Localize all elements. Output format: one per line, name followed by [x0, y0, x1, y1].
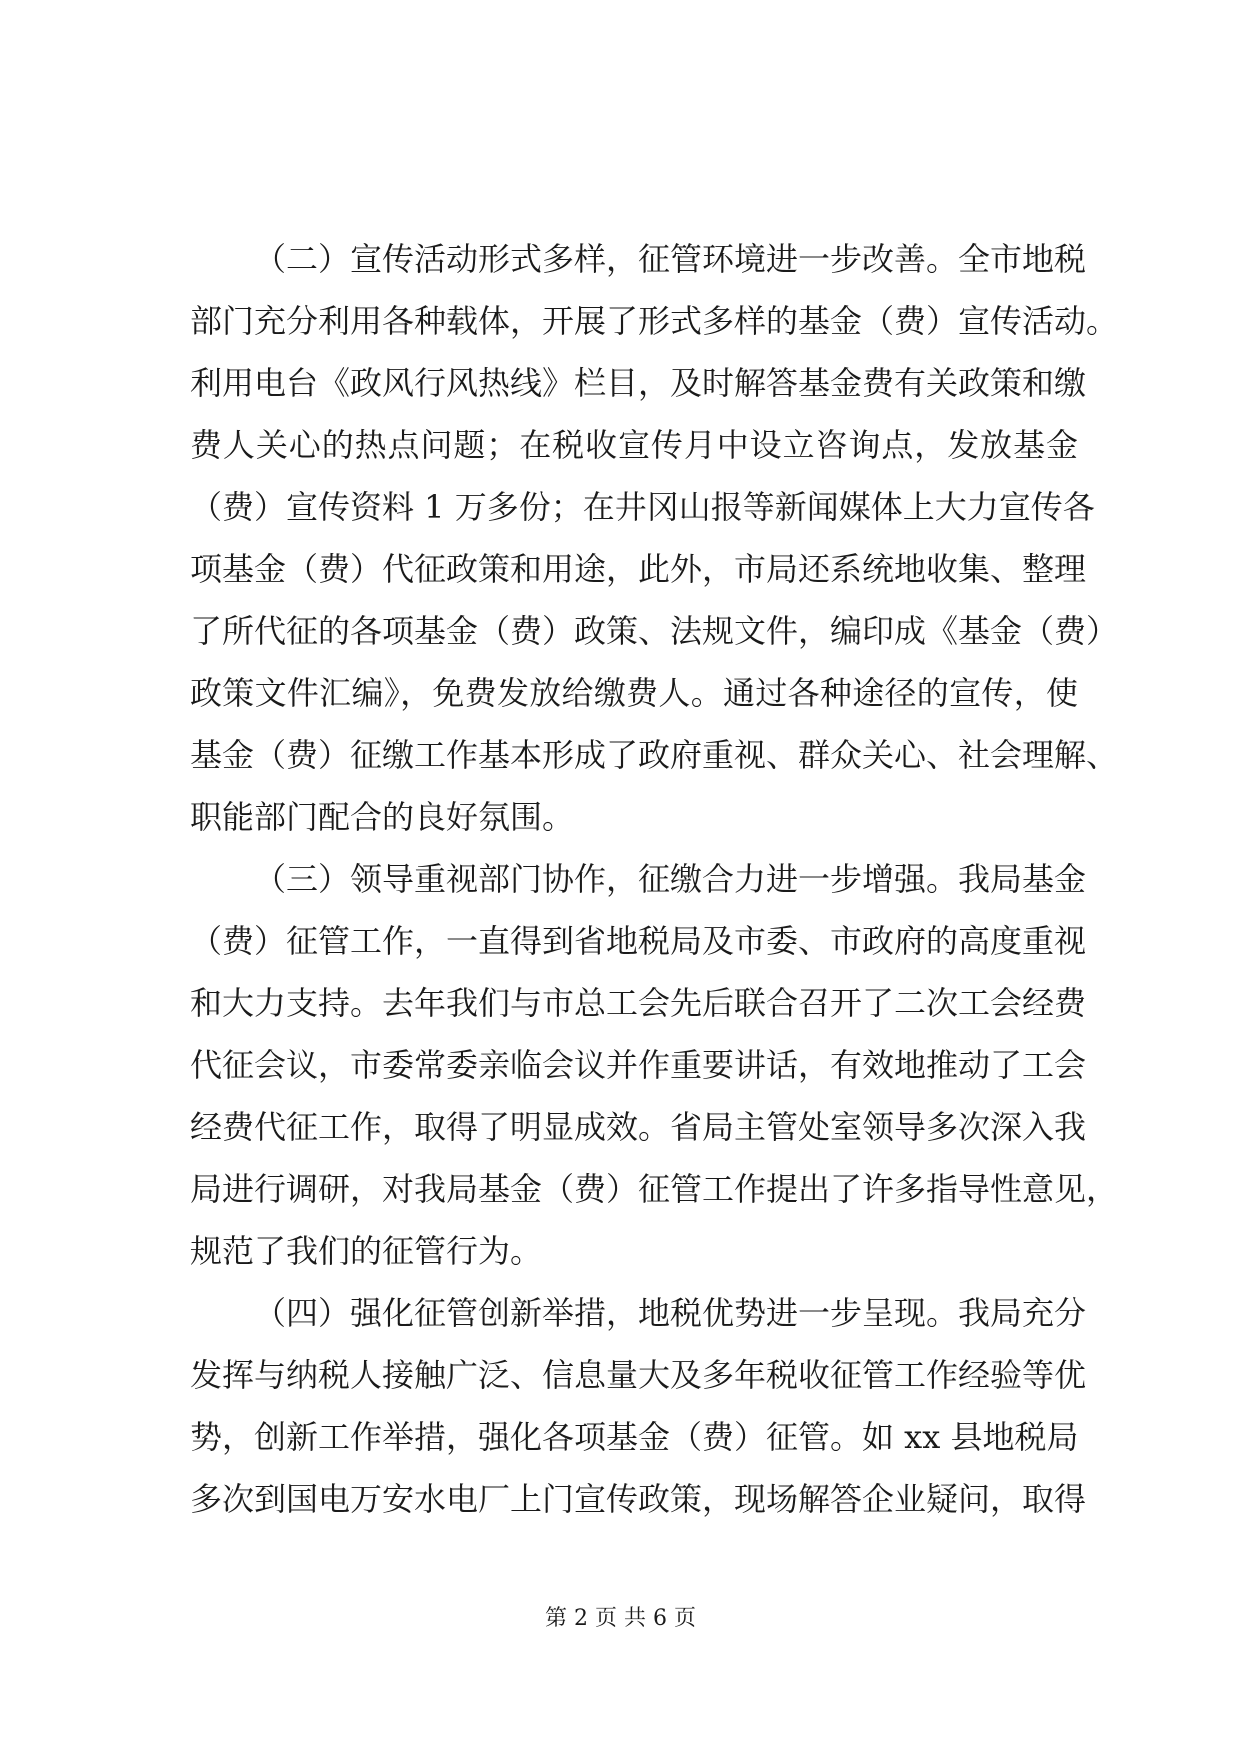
paragraph-line: 部门充分利用各种载体，开展了形式多样的基金（费）宣传活动。	[190, 302, 1119, 340]
paragraph-line: 经费代征工作，取得了明显成效。省局主管处室领导多次深入我	[190, 1108, 1087, 1146]
paragraph-line: 发挥与纳税人接触广泛、信息量大及多年税收征管工作经验等优	[190, 1356, 1087, 1394]
paragraph-line: 规范了我们的征管行为。	[190, 1232, 543, 1270]
paragraph-line: 基金（费）征缴工作基本形成了政府重视、群众关心、社会理解、	[190, 736, 1119, 774]
paragraph-line: （二）宣传活动形式多样，征管环境进一步改善。全市地税	[254, 240, 1087, 278]
paragraph-line: 职能部门配合的良好氛围。	[190, 798, 575, 836]
paragraph-line: 势，创新工作举措，强化各项基金（费）征管。如 xx 县地税局	[190, 1418, 1079, 1456]
paragraph-line: （费）宣传资料 1 万多份；在井冈山报等新闻媒体上大力宣传各	[190, 488, 1095, 526]
paragraph-line: 利用电台《政风行风热线》栏目，及时解答基金费有关政策和缴	[190, 364, 1087, 402]
paragraph-line: 多次到国电万安水电厂上门宣传政策，现场解答企业疑问，取得	[190, 1480, 1087, 1518]
paragraph-line: 政策文件汇编》，免费发放给缴费人。通过各种途径的宣传，使	[190, 674, 1078, 712]
paragraph-line: 和大力支持。去年我们与市总工会先后联合召开了二次工会经费	[190, 984, 1087, 1022]
paragraph-line: （三）领导重视部门协作，征缴合力进一步增强。我局基金	[254, 860, 1087, 898]
paragraph-line: 了所代征的各项基金（费）政策、法规文件，编印成《基金（费）	[190, 612, 1119, 650]
page-number-footer: 第 2 页 共 6 页	[545, 1606, 696, 1631]
paragraph-line: 局进行调研，对我局基金（费）征管工作提出了许多指导性意见，	[190, 1170, 1119, 1208]
paragraph-line: （四）强化征管创新举措，地税优势进一步呈现。我局充分	[254, 1294, 1087, 1332]
paragraph-line: 费人关心的热点问题；在税收宣传月中设立咨询点，发放基金	[190, 426, 1078, 464]
paragraph-line: 项基金（费）代征政策和用途，此外，市局还系统地收集、整理	[190, 550, 1087, 588]
paragraph-section-4	[190, 1282, 1087, 1530]
paragraph-section-2	[190, 228, 1119, 848]
document-body	[190, 228, 1119, 1530]
paragraph-line: （费）征管工作，一直得到省地税局及市委、市政府的高度重视	[190, 922, 1087, 960]
paragraph-section-3	[190, 848, 1119, 1282]
paragraph-line: 代征会议，市委常委亲临会议并作重要讲话，有效地推动了工会	[190, 1046, 1087, 1084]
